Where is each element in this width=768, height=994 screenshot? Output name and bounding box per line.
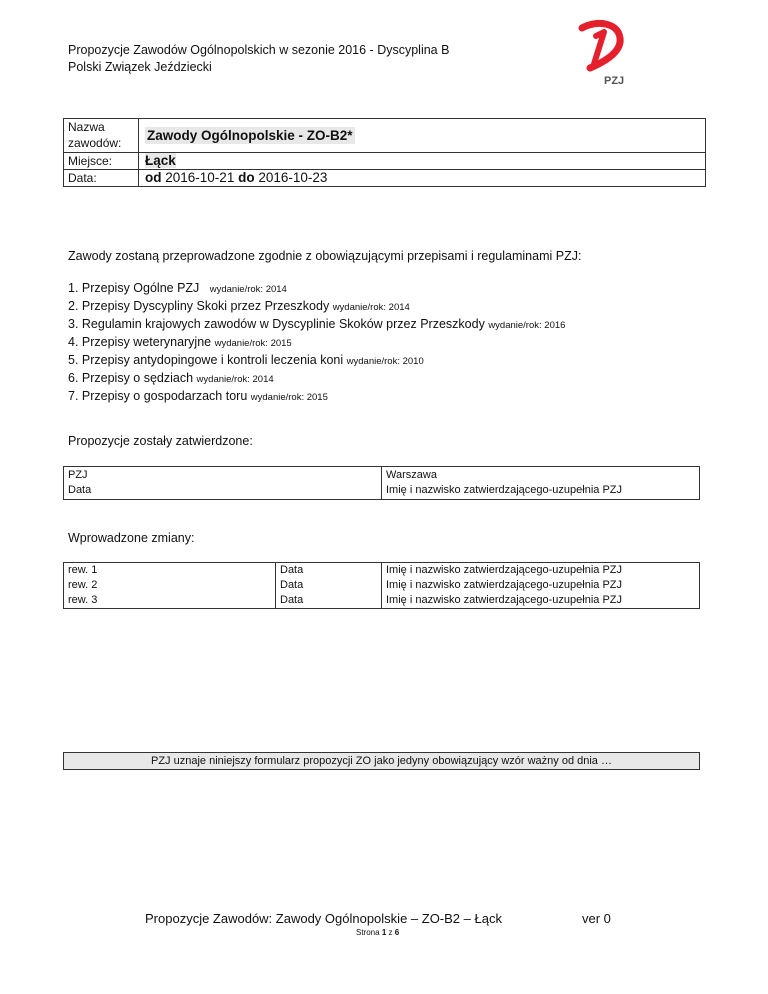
changes-date-cell	[276, 563, 382, 609]
rule-edition: wydanie/rok: 2015	[214, 338, 292, 349]
approval-org: PZJ	[68, 469, 88, 481]
rev-label: rew. 3	[68, 594, 98, 606]
rev-label: rew. 1	[68, 564, 98, 576]
event-name-label: Nazwa zawodów:	[64, 119, 139, 153]
rule-edition: wydanie/rok: 2014	[196, 374, 274, 385]
approval-table	[63, 466, 700, 500]
rule-text: 3. Regulamin krajowych zawodów w Dyscyplinie Skoków przez Przeszkody	[68, 317, 485, 331]
event-place-text: Łąck	[145, 153, 176, 168]
pzj-logo-icon	[574, 18, 638, 92]
event-date-label: Data:	[64, 170, 139, 187]
rule-item	[68, 388, 565, 406]
rule-item	[68, 298, 565, 316]
changes-rev-cell	[64, 563, 276, 609]
rule-text: 2. Przepisy Dyscypliny Skoki przez Przeszkody	[68, 299, 330, 313]
rule-edition: wydanie/rok: 2010	[346, 356, 424, 367]
approval-right-cell	[382, 467, 700, 500]
rev-approver: Imię i nazwisko zatwierdzającego-uzupełnia PZJ	[386, 594, 622, 606]
approval-date: Data	[68, 484, 92, 496]
changes-heading: Wprowadzone zmiany:	[68, 531, 195, 545]
footer-page-number	[356, 928, 399, 938]
rules-list	[68, 280, 565, 406]
approval-approver: Imię i nazwisko zatwierdzającego-uzupełnia PZJ	[386, 484, 622, 496]
event-name-text: Zawody Ogólnopolskie - ZO-B2*	[147, 128, 353, 143]
header-title-line: Propozycje Zawodów Ogólnopolskich w sezonie 2016 - Dyscyplina B	[68, 43, 450, 57]
page-current: 1	[381, 928, 387, 937]
footer-title: Propozycje Zawodów: Zawody Ogólnopolskie – ZO-B2 – Łąck	[145, 911, 502, 926]
page-word: Strona	[356, 928, 380, 937]
date-from: 2016-10-21	[165, 170, 235, 185]
date-to-word: do	[238, 170, 255, 185]
page-total: 6	[394, 928, 400, 937]
changes-table	[63, 562, 700, 609]
form-validity-notice: PZJ uznaje niniejszy formularz propozycji ZO jako jedyny obowiązujący wzór ważny od dnia …	[63, 752, 700, 770]
approval-heading: Propozycje zostały zatwierdzone:	[68, 434, 253, 448]
rule-item	[68, 352, 565, 370]
rule-item	[68, 334, 565, 352]
event-name-value	[139, 119, 706, 153]
rule-text: 7. Przepisy o gospodarzach toru	[68, 389, 248, 403]
rev-date: Data	[280, 579, 304, 591]
event-place-value	[139, 153, 706, 170]
rule-item	[68, 316, 565, 334]
rule-text: 4. Przepisy weterynaryjne	[68, 335, 212, 349]
rule-item	[68, 370, 565, 388]
logo-text: PZJ	[604, 75, 625, 87]
rules-intro: Zawody zostaną przeprowadzone zgodnie z obowiązującymi przepisami i regulaminami PZJ:	[68, 249, 582, 263]
rule-edition: wydanie/rok: 2014	[209, 284, 287, 295]
rev-date: Data	[280, 594, 304, 606]
rule-edition: wydanie/rok: 2014	[332, 302, 410, 313]
footer-version: ver 0	[582, 911, 611, 926]
event-info-table	[63, 118, 706, 187]
rev-approver: Imię i nazwisko zatwierdzającego-uzupełnia PZJ	[386, 564, 622, 576]
approval-left-cell	[64, 467, 382, 500]
pzj-logo	[574, 18, 638, 92]
rule-text: 1. Przepisy Ogólne PZJ	[68, 281, 200, 295]
page-of: z	[388, 928, 393, 937]
rev-label: rew. 2	[68, 579, 98, 591]
rule-text: 6. Przepisy o sędziach	[68, 371, 194, 385]
rev-date: Data	[280, 564, 304, 576]
rule-text: 5. Przepisy antydopingowe i kontroli leczenia koni	[68, 353, 344, 367]
date-to: 2016-10-23	[258, 170, 328, 185]
rule-edition: wydanie/rok: 2016	[488, 320, 566, 331]
approval-city: Warszawa	[386, 469, 437, 481]
rev-approver: Imię i nazwisko zatwierdzającego-uzupełnia PZJ	[386, 579, 622, 591]
event-place-label: Miejsce:	[64, 153, 139, 170]
event-date-value	[139, 170, 706, 187]
changes-approver-cell	[382, 563, 700, 609]
rule-item	[68, 280, 565, 298]
header-organization-line: Polski Związek Jeździecki	[68, 60, 212, 74]
date-from-word: od	[145, 170, 162, 185]
rule-edition: wydanie/rok: 2015	[250, 392, 328, 403]
